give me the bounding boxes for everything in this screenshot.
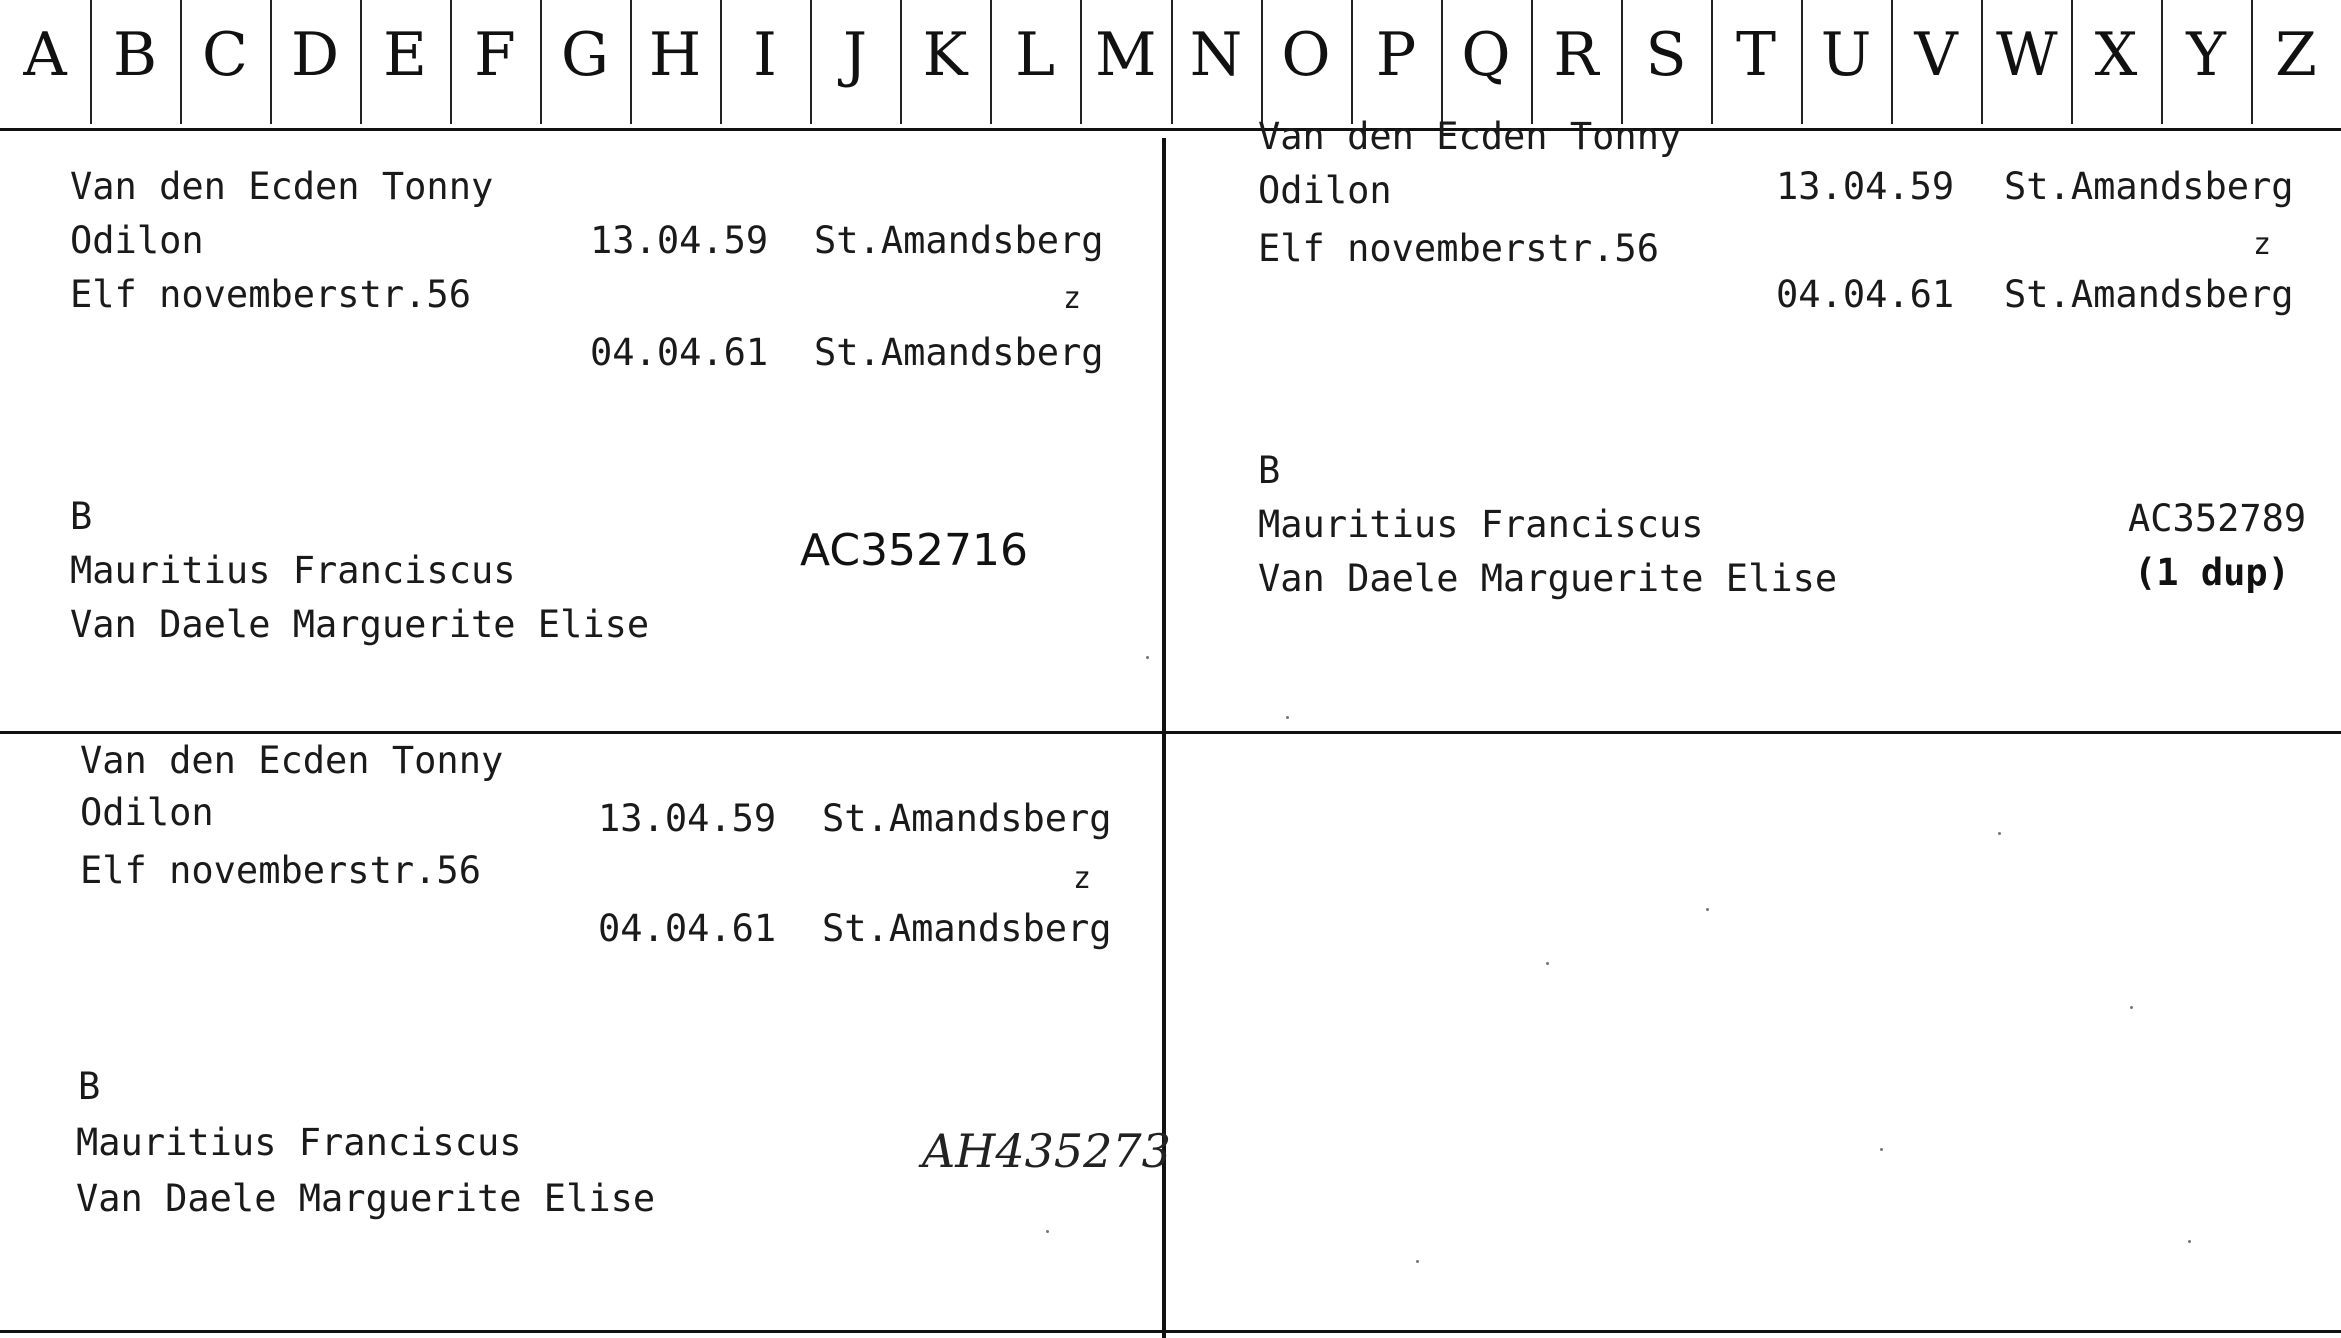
document-number: AC352716 [800,525,1029,576]
scan-speck [1706,908,1709,911]
holder-address: Elf novemberstr.56 [80,849,481,892]
index-separator [540,0,542,124]
alphabet-index-strip [0,0,2341,131]
holder-name: Van den Ecden Tonny [80,739,504,782]
record-flag: z [1063,281,1082,316]
scan-speck [2188,1240,2191,1243]
index-separator [1891,0,1893,124]
index-letter-v: V [1914,20,1958,90]
index-letter-d: D [290,20,340,90]
index-letter-n: N [1189,20,1243,90]
holder-name: Van den Ecden Tonny [70,165,494,208]
mother-name: Van Daele Marguerite Elise [70,603,650,646]
scan-speck [1146,656,1149,659]
index-separator [450,0,452,124]
birth-place: St.Amandsberg [2004,165,2294,208]
birth-place: St.Amandsberg [822,797,1112,840]
document-number: AC352789 [2128,497,2307,540]
scan-speck [1416,1260,1419,1263]
index-letter-u: U [1820,20,1872,90]
index-separator [1171,0,1173,124]
scan-speck [2130,1006,2133,1009]
index-letter-o: O [1281,20,1331,90]
index-separator [270,0,272,124]
index-letter-c: C [202,20,248,90]
index-letter-l: L [1015,20,1055,90]
scan-speck [1998,832,2001,835]
index-separator [1981,0,1983,124]
duplicate-note: (1 dup) [2134,551,2290,594]
index-separator [90,0,92,124]
document-number-handwritten: AH435273 [922,1124,1171,1178]
index-separator [2251,0,2253,124]
index-letter-m: M [1095,20,1157,90]
index-letter-s: S [1645,20,1687,90]
index-letter-h: H [648,20,702,90]
index-separator [180,0,182,124]
index-letter-g: G [561,20,609,90]
registration-place: St.Amandsberg [2004,273,2294,316]
holder-address: Elf novemberstr.56 [70,273,471,316]
divider-horizontal-bottom [0,1330,2341,1333]
holder-first-name: Odilon [70,219,204,262]
index-letter-p: P [1375,20,1417,90]
registration-place: St.Amandsberg [822,907,1112,950]
birth-date: 13.04.59 [1776,165,1955,208]
index-letter-j: J [842,20,868,90]
registration-date: 04.04.61 [590,331,769,374]
registration-date: 04.04.61 [598,907,777,950]
divider-horizontal-top [0,128,2341,131]
index-letter-k: K [922,20,968,90]
record-flag: z [1073,861,1092,896]
index-letter-t: T [1735,20,1777,90]
holder-address: Elf novemberstr.56 [1258,227,1659,270]
index-separator [810,0,812,124]
index-separator [990,0,992,124]
index-letter-x: X [2094,20,2138,90]
scan-speck [1546,962,1549,965]
category-code: B [70,495,93,538]
index-separator [1801,0,1803,124]
registration-date: 04.04.61 [1776,273,1955,316]
index-separator [900,0,902,124]
index-separator [2161,0,2163,124]
birth-date: 13.04.59 [590,219,769,262]
father-name: Mauritius Franciscus [70,549,516,592]
category-code: B [1258,449,1281,492]
index-letter-i: I [753,20,777,90]
index-separator [1261,0,1263,124]
index-separator [1621,0,1623,124]
index-separator [630,0,632,124]
index-separator [2071,0,2073,124]
index-separator [1080,0,1082,124]
registration-place: St.Amandsberg [814,331,1104,374]
index-separator [1711,0,1713,124]
index-letter-z: Z [2275,20,2317,90]
index-letter-b: B [112,20,158,90]
index-letter-f: F [474,20,516,90]
father-name: Mauritius Franciscus [1258,503,1704,546]
scan-speck [1046,1230,1049,1233]
record-flag: z [2253,227,2272,262]
index-separator [360,0,362,124]
birth-date: 13.04.59 [598,797,777,840]
index-letter-e: E [383,20,427,90]
index-separator [1351,0,1353,124]
scan-speck [1880,1148,1883,1151]
category-code: B [78,1065,101,1108]
holder-name: Van den Ecden Tonny [1258,115,1682,158]
index-separator [1531,0,1533,124]
index-separator [1441,0,1443,124]
mother-name: Van Daele Marguerite Elise [76,1177,656,1220]
index-letter-a: A [23,20,67,90]
birth-place: St.Amandsberg [814,219,1104,262]
holder-first-name: Odilon [80,791,214,834]
index-separator [720,0,722,124]
index-letter-r: R [1553,20,1599,90]
index-letter-y: Y [2186,20,2226,90]
index-letter-q: Q [1461,20,1511,90]
father-name: Mauritius Franciscus [76,1121,522,1164]
index-letter-w: W [1996,20,2058,90]
holder-first-name: Odilon [1258,169,1392,212]
mother-name: Van Daele Marguerite Elise [1258,557,1838,600]
scan-speck [1286,716,1289,719]
